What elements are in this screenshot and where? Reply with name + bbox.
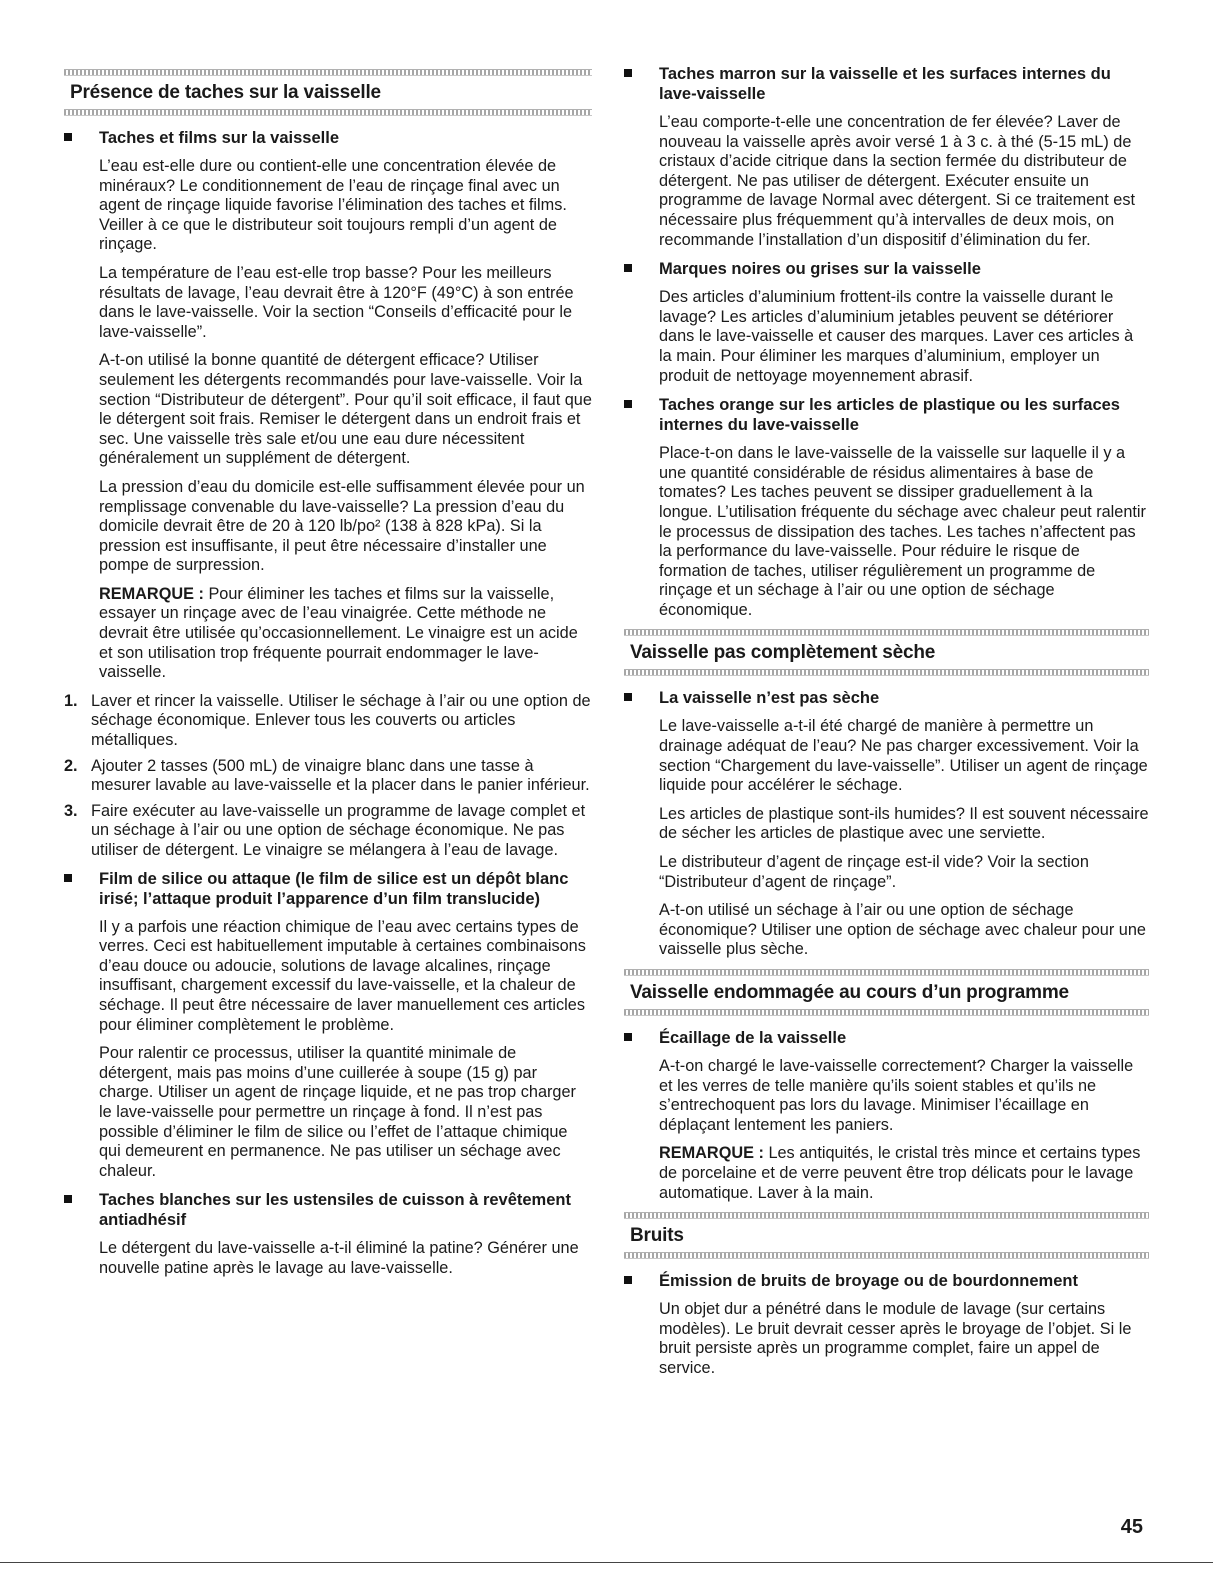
step-item [64,692,592,751]
note-text: Pour éliminer les taches et films sur la vaisselle, essayer un rinçage avec de l’eau vinaigrée. Cette méthode ne devrait être utilisée qu’occasionnellement. Le vinaigre est un acide et son utilisation trop fréquente pourrait endommager le lave-vaisselle. [99,584,578,682]
right-column [624,0,1149,1388]
paragraph: Un objet dur a pénétré dans le module de lavage (sur certains modèles). Le bruit devrait cesser après le broyage de l’objet. Si le bruit persiste après un programme complet, faire un appel de service. [659,1300,1132,1377]
paragraph: Il y a parfois une réaction chimique de l’eau avec certains types de verres. Ceci est habituellement imputable à certaines combinaisons d’eau douce ou adoucie, solutions de lavage alcalines, rinçage insuffisant, chargement excessif du lave-vaisselle, et la chaleur de séchage. Il peut être nécessaire de laver manuellement ces articles pour éliminer complètement le problème. [99,917,586,1034]
step-number: 3. [64,801,78,820]
section-header-bruits [624,1212,1149,1259]
paragraph: Les articles de plastique sont-ils humides? Il est souvent nécessaire de sécher les articles de plastique avec une serviette. [659,804,1149,843]
troubleshoot-item-taches-films [64,128,592,683]
paragraph: Le distributeur d’agent de rinçage est-il vide? Voir la section “Distributeur d’agent de rinçage”. [659,853,1089,891]
paragraph: Le détergent du lave-vaisselle a-t-il éliminé la patine? Générer une nouvelle patine après le lavage au lave-vaisselle. [99,1239,579,1277]
paragraph: A-t-on chargé le lave-vaisselle correctement? Charger la vaisselle et les verres de telle manière qu’ils soient stables et qu’ils ne s’entrechoquent pas lors du lavage. Minimiser l’écaillage en déplaçant lentement les paniers. [659,1057,1134,1134]
item-title: Taches marron sur la vaisselle et les surfaces internes du lave-vaisselle [659,65,1111,103]
step-number: 2. [64,756,78,775]
troubleshoot-item-pas-seche [624,688,1149,960]
item-title: Taches blanches sur les ustensiles de cuisson à revêtement antiadhésif [99,1191,571,1230]
section-header-endommagee [624,969,1149,1016]
section-rule-top [64,69,592,76]
item-title: Film de silice ou attaque (le film de silice est un dépôt blanc irisé; l’attaque produit l’apparence d’un film translucide) [99,869,569,908]
bullet-square-icon [624,69,632,77]
bottom-rule [0,1562,1213,1563]
section-title: Présence de taches sur la vaisselle [70,82,381,103]
bullet-square-icon [624,693,632,701]
section-rule-bottom [624,1009,1149,1016]
troubleshoot-item-taches-marron [624,64,1149,250]
paragraph: L’eau est-elle dure ou contient-elle une concentration élevée de minéraux? Le conditionnement de l’eau de rinçage final avec un agent de rinçage liquide favorise l’élimination des taches et films. Veiller à ce que le distributeur soit toujours rempli d’un agent de rinçage. [99,157,567,254]
note-label: REMARQUE : [99,584,204,603]
item-title: Émission de bruits de broyage ou de bourdonnement [659,1272,1078,1291]
bullet-square-icon [624,264,632,272]
item-title: Taches orange sur les articles de plastique ou les surfaces internes du lave-vaisselle [659,396,1120,435]
troubleshoot-item-film-silice [64,869,592,1182]
section-header-taches [64,69,592,116]
step-item [64,802,592,861]
paragraph: Place-t-on dans le lave-vaisselle de la vaisselle sur laquelle il y a une quantité considérable de résidus alimentaires à base de tomates? Les taches peuvent se dissiper graduellement à la longue. L’utilisation fréquente du séchage avec chaleur peut ralentir le processus de dissipation des taches. Les taches n’affectent pas la performance du lave-vaisselle. Pour réduire le risque de formation de taches, utiliser régulièrement un programme de rinçage et un séchage à l’air ou une option de séchage économique. [659,444,1146,619]
section-title: Vaisselle pas complètement sèche [630,642,936,664]
section-rule-bottom [624,669,1149,676]
step-text: Faire exécuter au lave-vaisselle un programme de lavage complet et un séchage à l’air ou une option de séchage économique. Ne pas utiliser de détergent. Le vinaigre se mélangera à l’eau de lavage. [91,801,586,859]
troubleshoot-item-ecaillage [624,1028,1149,1203]
troubleshoot-item-bruits [624,1271,1149,1378]
step-number: 1. [64,691,78,710]
note-paragraph [659,1144,1149,1203]
paragraph: A-t-on utilisé un séchage à l’air ou une option de séchage économique? Utiliser une option de séchage avec chaleur pour une vaisselle plus sèche. [659,901,1146,959]
bullet-square-icon [64,133,72,141]
section-title: Bruits [630,1225,684,1247]
troubleshoot-item-taches-orange [624,395,1149,620]
item-title: Écaillage de la vaisselle [659,1029,847,1047]
bullet-square-icon [624,1276,632,1284]
item-title: Marques noires ou grises sur la vaisselle [659,260,981,279]
note-text: Les antiquités, le cristal très mince et certains types de porcelaine et de verre peuvent être trop délicats pour le lavage automatique. Laver à la main. [659,1144,1141,1202]
section-header-seche [624,629,1149,676]
paragraph: La pression d’eau du domicile est-elle suffisamment élevée pour un remplissage convenable du lave-vaisselle? La pression d’eau du domicile devrait être de 20 à 120 lb/po² (138 à 828 kPa). Si la pression est insuffisante, il peut être nécessaire d’installer une pompe de surpression. [99,477,585,575]
step-item [64,757,592,796]
bullet-square-icon [64,1195,72,1203]
bullet-square-icon [64,874,72,882]
paragraph: Pour ralentir ce processus, utiliser la quantité minimale de détergent, mais pas moins d’une cuillerée à soupe (15 g) par charge. Utiliser un agent de rinçage liquide, et ne pas trop charger le lave-vaisselle pour permettre un rinçage à fond. Il n’est pas possible d’éliminer le film de silice ou l’effet de l’attaque chimique qui demeurent en permanence. Ne pas utiliser un séchage avec chaleur. [99,1044,576,1180]
paragraph: La température de l’eau est-elle trop basse? Pour les meilleurs résultats de lavage, l’eau devrait être à 120°F (49°C) à son entrée dans le lave-vaisselle. Voir la section “Conseils d’efficacité pour le lave-vaisselle”. [99,263,574,341]
note-paragraph [99,585,592,683]
step-text: Ajouter 2 tasses (500 mL) de vinaigre blanc dans une tasse à mesurer lavable au lave-vaisselle et la placer dans le panier inférieur. [91,756,590,795]
item-title: La vaisselle n’est pas sèche [659,689,880,708]
section-title: Vaisselle endommagée au cours d’un programme [630,982,1069,1003]
section-rule-bottom [64,109,592,116]
step-text: Laver et rincer la vaisselle. Utiliser le séchage à l’air ou une option de séchage économique. Enlever tous les couverts ou articles métalliques. [91,691,591,750]
vinegar-steps-list [64,692,592,861]
troubleshoot-item-taches-blanches [64,1190,592,1278]
section-rule-top [624,629,1149,636]
paragraph: A-t-on utilisé la bonne quantité de détergent efficace? Utiliser seulement les détergents recommandés pour lave-vaisselle. Voir la section “Distributeur de détergent”. Pour qu’il soit efficace, il faut que le détergent soit frais. Remiser le détergent dans un endroit frais et sec. Une vaisselle très sale et/ou une eau dure nécessitent généralement un supplément de détergent. [99,351,592,468]
left-column [64,0,592,1288]
item-title: Taches et films sur la vaisselle [99,129,339,147]
note-label: REMARQUE : [659,1144,764,1163]
section-rule-bottom [624,1252,1149,1259]
section-rule-top [624,1212,1149,1219]
section-rule-top [624,969,1149,976]
paragraph: Des articles d’aluminium frottent-ils contre la vaisselle durant le lavage? Les articles d’aluminium jetables peuvent se détériorer dans le lave-vaisselle et causer des marques. Laver ces articles à la main. Pour éliminer les marques d’aluminium, employer un produit de nettoyage moyennement abrasif. [659,288,1134,385]
page-number: 45 [1120,1516,1143,1538]
paragraph: Le lave-vaisselle a-t-il été chargé de manière à permettre un drainage adéquat de l’eau? Ne pas charger excessivement. Voir la section “Chargement du lave-vaisselle”. Utiliser un agent de rinçage liquide pour accélérer le séchage. [659,717,1148,795]
bullet-square-icon [624,1033,632,1041]
troubleshoot-item-marques-noires [624,259,1149,386]
paragraph: L’eau comporte-t-elle une concentration de fer élevée? Laver de nouveau la vaisselle après avoir versé 1 à 3 c. à thé (5-15 mL) de cristaux d’acide citrique dans la section fermée du distributeur de détergent. Ne pas utiliser de détergent. Exécuter ensuite un programme de lavage Normal avec détergent. Si ce traitement est nécessaire plus fréquemment qu’à intervalles de deux mois, on recommande l’installation d’un dispositif d’élimination du fer. [659,113,1136,249]
bullet-square-icon [624,400,632,408]
